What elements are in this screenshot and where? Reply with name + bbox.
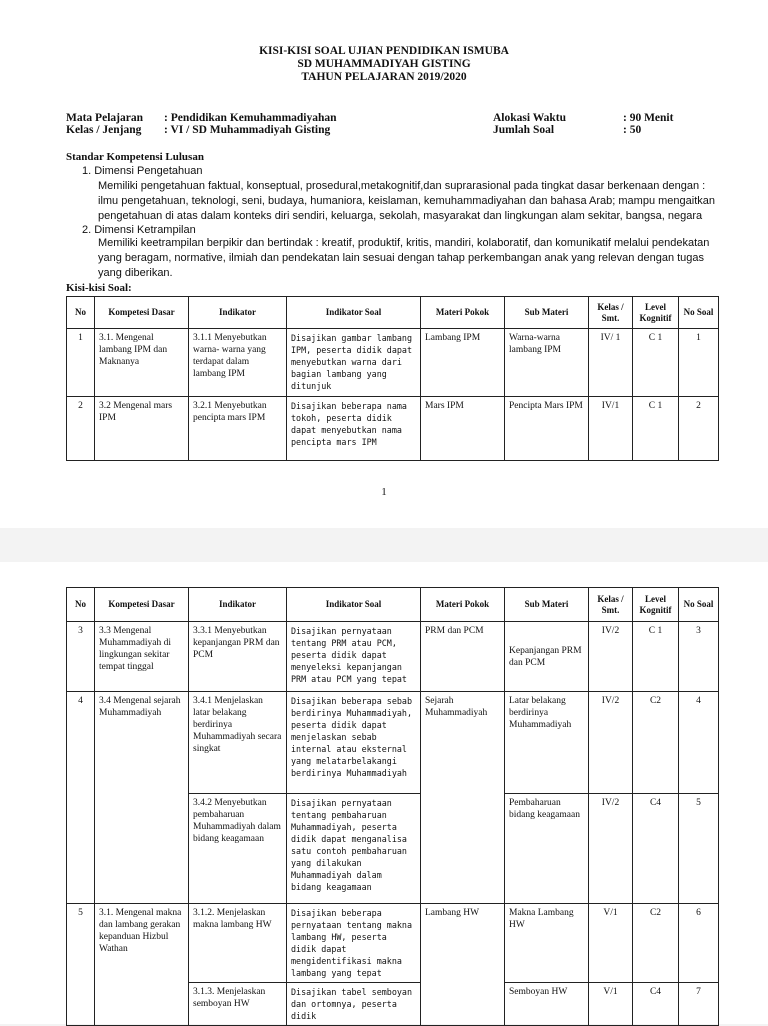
cell-no: 3 <box>67 622 95 692</box>
cell-no-soal: 1 <box>679 329 719 397</box>
school-year: TAHUN PELAJARAN 2019/2020 <box>301 71 467 83</box>
header-no: No <box>67 588 95 622</box>
cell-no: 4 <box>67 692 95 904</box>
cell-no: 1 <box>67 329 95 397</box>
standar-heading: Standar Kompetensi Lulusan <box>66 151 204 163</box>
cell-level: C 1 <box>633 329 679 397</box>
cell-sub-materi: Pencipta Mars IPM <box>505 397 589 461</box>
table-header-row <box>67 588 719 622</box>
cell-kelas: IV/2 <box>589 622 633 692</box>
header-no: No <box>67 297 95 329</box>
cell-materi: Mars IPM <box>421 397 505 461</box>
table-header-row <box>67 297 719 329</box>
cell-level: C2 <box>633 692 679 794</box>
cell-sub-materi: Pembaharuan bidang keagamaan <box>505 794 589 904</box>
cell-kd: 3.3 Mengenal Muhammadiyah di lingkungan sekitar tempat tinggal <box>95 622 189 692</box>
cell-sub-materi: Semboyan HW <box>505 983 589 1026</box>
section-2-text: Memiliki keetrampilan berpikir dan bertindak : kreatif, produktif, kritis, mandiri, kolaboratif, dan komunikatif melalui pendekatan yang beragam, normative, ilmiah dan pendekatan lain sesuai dengan tahap perkembangan anak yang relevan dengan tugas yang diberikan. <box>98 237 710 279</box>
page-number: 1 <box>381 486 387 498</box>
cell-sub-materi: Makna Lambang HW <box>505 904 589 983</box>
cell-kd: 3.2 Mengenal mars IPM <box>95 397 189 461</box>
jumlah-value: : 50 <box>623 124 642 136</box>
section-1-text: Memiliki pengetahuan faktual, konseptual, prosedural,metakognitif,dan suprarasional pada tingkat dasar berkenaan dengan : ilmu pengetahuan, teknologi, seni, budaya, humaniora, keislaman, kemuhammadiyahan dan bahasa Arab; mampu mengaitkan pengetahuan di atas dalam konteks diri sendiri, keluarga, sekolah, masyarakat dan lingkungan alam sekitar, bangsa, negara <box>98 180 715 222</box>
cell-indikator-soal: Disajikan beberapa sebab berdirinya Muhammadiyah, peserta didik dapat menjelaskan sebab internal atau eksternal yang melatarbelakangi berdirinya Muhammadiyah <box>287 692 421 794</box>
table-row <box>67 904 719 983</box>
cell-kelas: V/1 <box>589 983 633 1026</box>
kelas-label: Kelas / Jenjang <box>66 124 142 136</box>
header-no-soal: No Soal <box>679 588 719 622</box>
cell-indikator: 3.4.1 Menjelaskan latar belakang berdirinya Muhammadiyah secara singkat <box>189 692 287 794</box>
cell-indikator: 3.3.1 Menyebutkan kepanjangan PRM dan PCM <box>189 622 287 692</box>
alokasi-value: : 90 Menit <box>623 112 674 124</box>
cell-kelas: V/1 <box>589 904 633 983</box>
cell-sub-materi: Latar belakang berdirinya Muhammadiyah <box>505 692 589 794</box>
header-sub-materi: Sub Materi <box>505 588 589 622</box>
cell-indikator: 3.1.1 Menyebutkan warna- warna yang terdapat dalam lambang IPM <box>189 329 287 397</box>
header-indikator-soal: Indikator Soal <box>287 297 421 329</box>
cell-indikator-soal: Disajikan pernyataan tentang PRM atau PCM, peserta didik dapat menyeleksi kepanjangan PRM atau PCM yang tepat <box>287 622 421 692</box>
header-level: Level Kognitif <box>633 297 679 329</box>
header-kd: Kompetesi Dasar <box>95 588 189 622</box>
header-level: Level Kognitif <box>633 588 679 622</box>
cell-indikator: 3.4.2 Menyebutkan pembaharuan Muhammadiyah dalam bidang keagamaan <box>189 794 287 904</box>
kisi-table-page2 <box>66 587 719 1026</box>
cell-level: C4 <box>633 794 679 904</box>
cell-level: C 1 <box>633 397 679 461</box>
cell-no-soal: 2 <box>679 397 719 461</box>
cell-materi: PRM dan PCM <box>421 622 505 692</box>
section-2-title: 2. Dimensi Ketrampilan <box>82 224 196 236</box>
header-indikator-soal: Indikator Soal <box>287 588 421 622</box>
kisi-table-page1 <box>66 296 719 461</box>
mapel-value: : Pendidikan Kemuhammadiyahan <box>164 112 337 124</box>
header-materi: Materi Pokok <box>421 588 505 622</box>
cell-kd: 3.1. Mengenal lambang IPM dan Maknanya <box>95 329 189 397</box>
cell-sub-materi: Warna-warna lambang IPM <box>505 329 589 397</box>
table-row <box>67 329 719 397</box>
cell-level: C2 <box>633 904 679 983</box>
cell-kelas: IV/1 <box>589 397 633 461</box>
cell-indikator: 3.2.1 Menyebutkan pencipta mars IPM <box>189 397 287 461</box>
cell-indikator-soal: Disajikan gambar lambang IPM, peserta didik dapat menyebutkan warna dari bagian lambang yang ditunjuk <box>287 329 421 397</box>
cell-indikator: 3.1.2. Menjelaskan makna lambang HW <box>189 904 287 983</box>
cell-no-soal: 4 <box>679 692 719 794</box>
cell-indikator-soal: Disajikan pernyataan tentang pembaharuan Muhammadiyah, peserta didik dapat menganalisa satu contoh pembaharuan yang dilakukan Muhammadiyah dalam bidang keagamaan <box>287 794 421 904</box>
page-two <box>0 562 768 1024</box>
cell-no-soal: 6 <box>679 904 719 983</box>
cell-indikator: 3.1.3. Menjelaskan semboyan HW <box>189 983 287 1026</box>
cell-level: C4 <box>633 983 679 1026</box>
cell-indikator-soal: Disajikan beberapa nama tokoh, peserta didik dapat menyebutkan nama pencipta mars IPM <box>287 397 421 461</box>
header-indikator: Indikator <box>189 297 287 329</box>
header-kd: Kompetesi Dasar <box>95 297 189 329</box>
cell-kelas: IV/2 <box>589 794 633 904</box>
section-1-title: 1. Dimensi Pengetahuan <box>82 165 203 177</box>
school-name: SD MUHAMMADIYAH GISTING <box>297 58 471 70</box>
cell-kelas: IV/ 1 <box>589 329 633 397</box>
alokasi-label: Alokasi Waktu <box>493 112 566 124</box>
header-no-soal: No Soal <box>679 297 719 329</box>
table-row <box>67 692 719 794</box>
table-row <box>67 622 719 692</box>
cell-indikator-soal: Disajikan beberapa pernyataan tentang makna lambang HW, peserta didik dapat mengidentifikasi makna lambang yang tepat <box>287 904 421 983</box>
cell-no: 2 <box>67 397 95 461</box>
cell-indikator-soal: Disajikan tabel semboyan dan ortomnya, peserta didik <box>287 983 421 1026</box>
cell-no-soal: 7 <box>679 983 719 1026</box>
kisi-heading: Kisi-kisi Soal: <box>66 282 132 294</box>
jumlah-label: Jumlah Soal <box>493 124 555 136</box>
cell-level: C 1 <box>633 622 679 692</box>
cell-no-soal: 3 <box>679 622 719 692</box>
table-row <box>67 397 719 461</box>
cell-no: 5 <box>67 904 95 1026</box>
cell-no-soal: 5 <box>679 794 719 904</box>
header-kelas: Kelas / Smt. <box>589 297 633 329</box>
cell-materi: Lambang HW <box>421 904 505 1026</box>
cell-materi: Sejarah Muhammadiyah <box>421 692 505 904</box>
kelas-value: : VI / SD Muhammadiyah Gisting <box>164 124 331 136</box>
header-indikator: Indikator <box>189 588 287 622</box>
cell-kelas: IV/2 <box>589 692 633 794</box>
mapel-label: Mata Pelajaran <box>66 112 143 124</box>
header-sub-materi: Sub Materi <box>505 297 589 329</box>
cell-sub-materi: Kepanjangan PRM dan PCM <box>505 622 589 692</box>
doc-title: KISI-KISI SOAL UJIAN PENDIDIKAN ISMUBA <box>259 45 509 57</box>
header-materi: Materi Pokok <box>421 297 505 329</box>
header-kelas: Kelas / Smt. <box>589 588 633 622</box>
cell-kd: 3.4 Mengenal sejarah Muhammadiyah <box>95 692 189 904</box>
cell-kd: 3.1. Mengenal makna dan lambang gerakan kepanduan Hizbul Wathan <box>95 904 189 1026</box>
cell-materi: Lambang IPM <box>421 329 505 397</box>
